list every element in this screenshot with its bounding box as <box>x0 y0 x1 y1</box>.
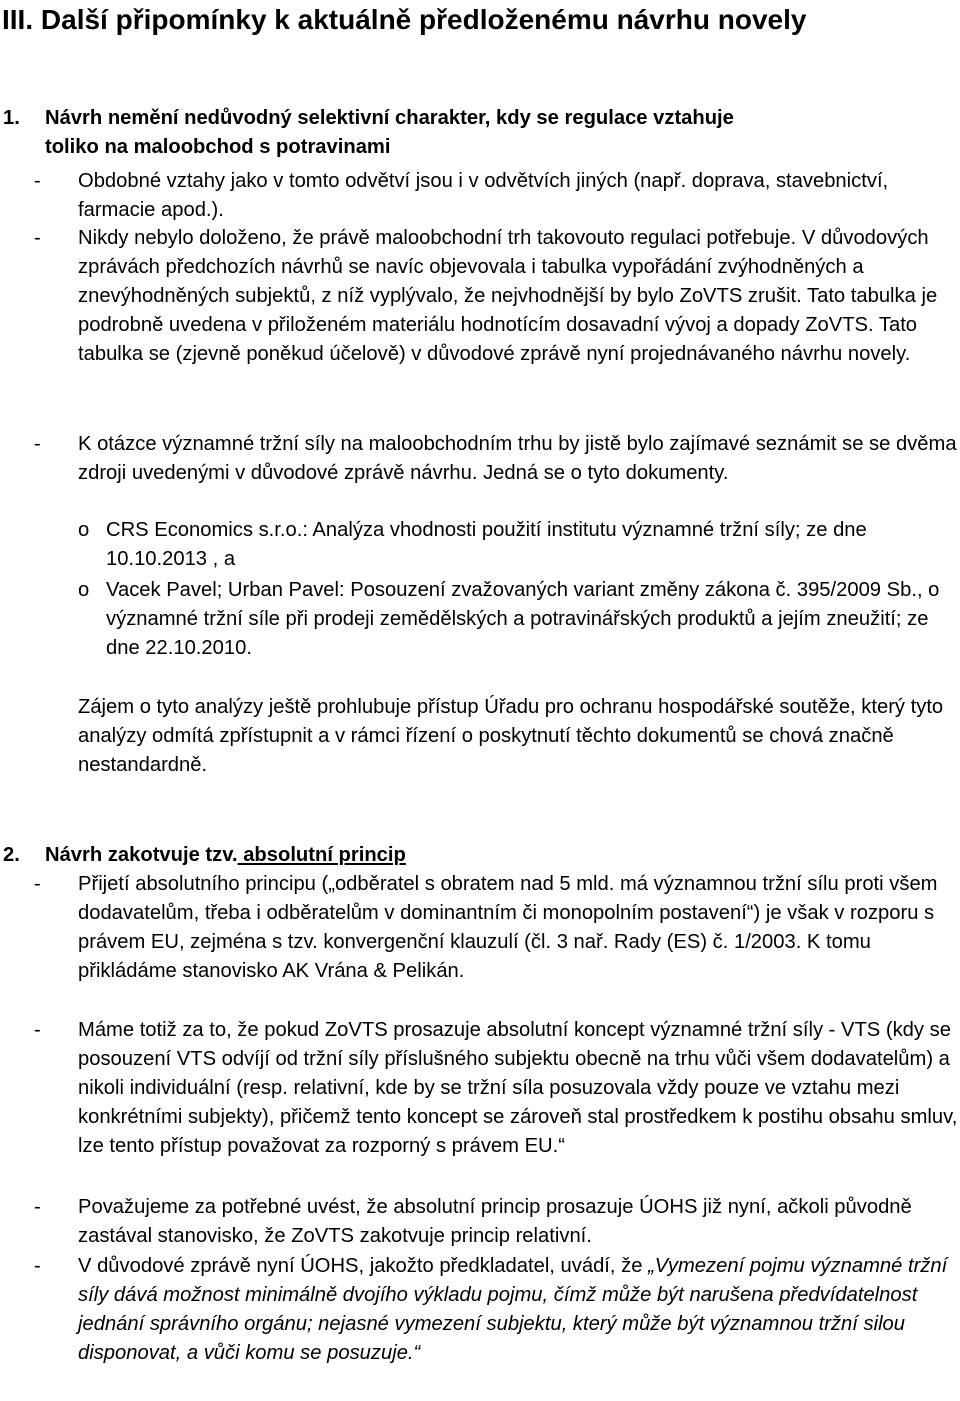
section-1-subitem-1 <box>78 516 958 574</box>
section-1-item-1 <box>34 167 960 225</box>
bullet-marker: o <box>78 519 90 541</box>
subitem-text: CRS Economics s.r.o.: Analýza vhodnosti použití institutu významné tržní síly; ze dne 10.10.2013 , a <box>106 519 867 570</box>
section-2-title-part-2: absolutní princip <box>237 844 406 866</box>
section-2-item-1 <box>34 870 960 986</box>
item-text <box>78 1252 960 1368</box>
section-1-subitem-2 <box>78 576 958 663</box>
section-2-title-part-1: Návrh zakotvuje tzv. <box>45 844 238 866</box>
section-1-note <box>78 693 958 780</box>
page-heading: III. Další připomínky k aktuálně předloženému návrhu novely <box>2 4 807 35</box>
item-text: K otázce významné tržní síly na maloobchodním trhu by jistě bylo zajímavé seznámit se se dvěma zdroji uvedenými v důvodové zprávě návrhu. Jedná se o tyto dokumenty. <box>78 433 957 484</box>
dash-marker: - <box>34 873 41 895</box>
section-2-title <box>3 841 406 870</box>
item-text-plain: V důvodové zprávě nyní ÚOHS, jakožto předkladatel, uvádí, že <box>78 1255 649 1277</box>
dash-marker: - <box>34 227 41 249</box>
section-2-number: 2. <box>3 844 20 866</box>
item-text: Obdobné vztahy jako v tomto odvětví jsou i v odvětvích jiných (např. doprava, stavebnictví, farmacie apod.). <box>78 170 889 221</box>
section-1-title-line-1: Návrh nemění nedůvodný selektivní charakter, kdy se regulace vztahuje <box>45 107 734 129</box>
note-text: Zájem o tyto analýzy ještě prohlubuje přístup Úřadu pro ochranu hospodářské soutěže, který tyto analýzy odmítá zpřístupnit a v rámci řízení o poskytnutí těchto dokumentů se chová značně nestandardně. <box>78 696 944 776</box>
dash-marker: - <box>34 433 41 455</box>
item-text: Máme totiž za to, že pokud ZoVTS prosazuje absolutní koncept významné tržní síly - VTS (kdy se posouzení VTS odvíjí od tržní síly příslušného subjektu obecně na trhu vůči všem dodavatelům) a nikoli individuální (resp. relativní, kde by se tržní síla posuzovala vždy pouze ve vztahu mezi konkrétními subjekty), přičemž tento koncept se zároveň stal prostředkem k postihu obsahu smluv, lze tento přístup považovat za rozporný s právem EU.“ <box>78 1019 958 1157</box>
section-1-number: 1. <box>3 107 20 129</box>
dash-marker: - <box>34 1196 41 1218</box>
section-1-title-line-2: toliko na maloobchod s potravinami <box>45 136 391 158</box>
section-1-title <box>3 104 734 133</box>
item-text: Přijetí absolutního principu („odběratel s obratem nad 5 mld. má významnou tržní sílu proti všem dodavatelům, třeba i odběratelům v dominantním či monopolním postavení“) je však v rozporu s právem EU, zejména s tzv. konvergenční klauzulí (čl. 3 nař. Rady (ES) č. 1/2003. K tomu přikládáme stanovisko AK Vrána & Pelikán. <box>78 873 938 982</box>
item-text-quote: „Vymezení pojmu významné tržní síly dává možnost minimálně dvojího výkladu pojmu, čímž může být narušena předvídatelnost jednání správního orgánu; nejasné vymezení subjektu, který může být významnou tržní silou disponovat, a vůči komu se posuzuje.“ <box>78 1255 948 1364</box>
item-text: Nikdy nebylo doloženo, že právě maloobchodní trh takovouto regulaci potřebuje. V důvodových zprávách předchozích návrhů se navíc objevovala i tabulka vypořádání zvýhodněných a znevýhodněných subjektů, z níž vyplývalo, že nejvhodnější by bylo ZoVTS zrušit. Tato tabulka je podrobně uvedena v přiloženém materiálu hodnotícím dosavadní vývoj a dopady ZoVTS. Tato tabulka se (zjevně poněkud účelově) v důvodové zprávě nyní projednávaného návrhu novely. <box>78 227 938 365</box>
subitem-text: Vacek Pavel; Urban Pavel: Posouzení zvažovaných variant změny zákona č. 395/2009 Sb., o významné tržní síle při prodeji zemědělských a potravinářských produktů a jejím zneužití; ze dne 22.10.2010. <box>106 579 940 659</box>
dash-marker: - <box>34 170 41 192</box>
section-2-item-2 <box>34 1016 960 1161</box>
section-1-item-3 <box>34 430 960 488</box>
section-1-title-cont <box>45 133 390 162</box>
dash-marker: - <box>34 1019 41 1041</box>
section-1-item-2 <box>34 224 960 369</box>
section-2-item-4 <box>34 1252 960 1368</box>
section-2-item-3 <box>34 1193 960 1251</box>
item-text: Považujeme za potřebné uvést, že absolutní princip prosazuje ÚOHS již nyní, ačkoli původně zastával stanovisko, že ZoVTS zakotvuje princip relativní. <box>78 1196 912 1247</box>
dash-marker: - <box>34 1255 41 1277</box>
bullet-marker: o <box>78 579 90 601</box>
